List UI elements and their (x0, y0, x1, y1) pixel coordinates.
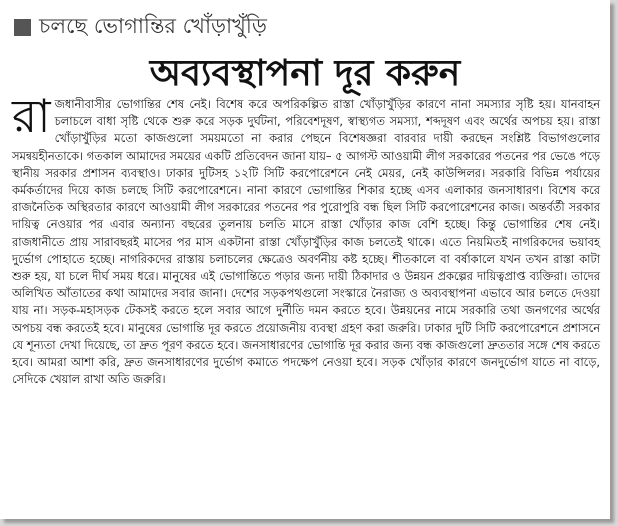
drop-cap: রা (12, 89, 51, 143)
article-text: জধানীবাসীর ভোগান্তির শেষ নেই। বিশেষ করে অপরিকল্পিত রাস্তা খোঁড়াখুঁড়ির কারণে নানা সমস্যার সৃষ্টি হয়। যানবাহন চলাচলে বাধা সৃষ্টি থেকে শুরু করে সড়ক দুর্ঘটনা, পরিবেশদূষণ, স্বাস্থ্যগত সমস্যা, শব্দদূষণ এবং অর্থের অপচয় হয়। রাস্তা খোঁড়াখুঁড়ির মতো কাজগুলো সময়মতো না করার পেছনে বিশেষজ্ঞরা বারবার দায়ী করছেন সংশ্লিষ্ট বিভাগগুলোর সমন্বয়হীনতাকে। গতকাল আমাদের সময়ের একটি প্রতিবেদন জানা যায়– ৫ আগস্ট আওয়ামী লীগ সরকারের পতনের পর ভেঙে পড়ে স্থানীয় সরকার প্রশাসন ব্যবস্থাও। ঢাকার দুটিসহ ১২টি সিটি করপোরেশনে নেই মেয়র, নেই কাউন্সিলর। সরকারি বিভিন্ন পর্যায়ের কর্মকর্তাদের দিয়ে কাজ চলছে সিটি করপোরেশনে। নানা কারণে ভোগান্তির শিকার হচ্ছে এসব এলাকার জনসাধারণ। বিশেষ করে রাজনৈতিক অস্থিরতার কারণে আওয়ামী লীগ সরকারের পতনের পর পুরোপুরি বন্ধ ছিল সিটি করপোরেশনের কাজ। অন্তর্বর্তী সরকার দায়িত্ব নেওয়ার পর এবার অন্যান্য বছরের তুলনায় চলতি মাসে রাস্তা খোঁড়ার কাজ বেশি হচ্ছে। কিন্তু ভোগান্তির শেষ নেই। রাজধানীতে প্রায় সারাবছরই মাসের পর মাস একটানা রাস্তা খোঁড়াখুঁড়ির কাজ চলতেই থাকে। এতে নিয়মিতই নাগরিকদের ভয়াবহ দুর্ভোগ পোহাতে হচ্ছে। নাগরিকদের রাস্তায় চলাচলের ক্ষেত্রেও অবর্ণনীয় কষ্ট হচ্ছে। শীতকালে বা বর্ষাকালে যখন তখন রাস্তা কাটা শুরু হয়, যা চলে দীর্ঘ সময় ধরে। মানুষের এই ভোগান্তিতে পড়ার জন্য দায়ী ঠিকাদার ও উন্নয়ন প্রকল্পের দায়িত্বপ্রাপ্ত ব্যক্তিরা। তাদের অলিখিত আঁতাতের কথা আমাদের সবার জানা। দেশের সড়কপথগুলো সংস্কারে নৈরাজ্য ও অব্যবস্থাপনা এভাবে আর চলতে দেওয়া যায় না। সড়ক-মহাসড়ক টেকসই করতে হলে সবার আগে দুর্নীতি দমন করতে হবে। উন্নয়নের নামে সরকারি তথা জনগণের অর্থের অপচয় বন্ধ করতেই হবে। মানুষের ভোগান্তি দূর করতে প্রয়োজনীয় ব্যবস্থা গ্রহণ করা জরুরি। ঢাকার দুটি সিটি করপোরেশনে প্রশাসনে যে শূন্যতা দেখা দিয়েছে, তা দ্রুত পূরণ করতে হবে। জনসাধারণের ভোগান্তি দূর করার জন্য বন্ধ কাজগুলো দ্রুততার সঙ্গে শেষ করতে হবে। আমরা আশা করি, দ্রুত জনসাধারণের দুর্ভোগ কমাতে পদক্ষেপ নেওয়া হবে। সড়ক খোঁড়ার কারণে জনদুর্ভোগ যাতে না বাড়ে, সেদিকে খেয়াল রাখা অতি জরুরি। (12, 97, 600, 387)
article-body (12, 89, 600, 388)
headline: অব্যবস্থাপনা দূর করুন (149, 53, 461, 94)
kicker-text: চলছে ভোগান্তির খোঁড়াখুঁড়ি (39, 14, 267, 38)
kicker (14, 10, 267, 45)
bullet-square-icon (14, 19, 31, 36)
